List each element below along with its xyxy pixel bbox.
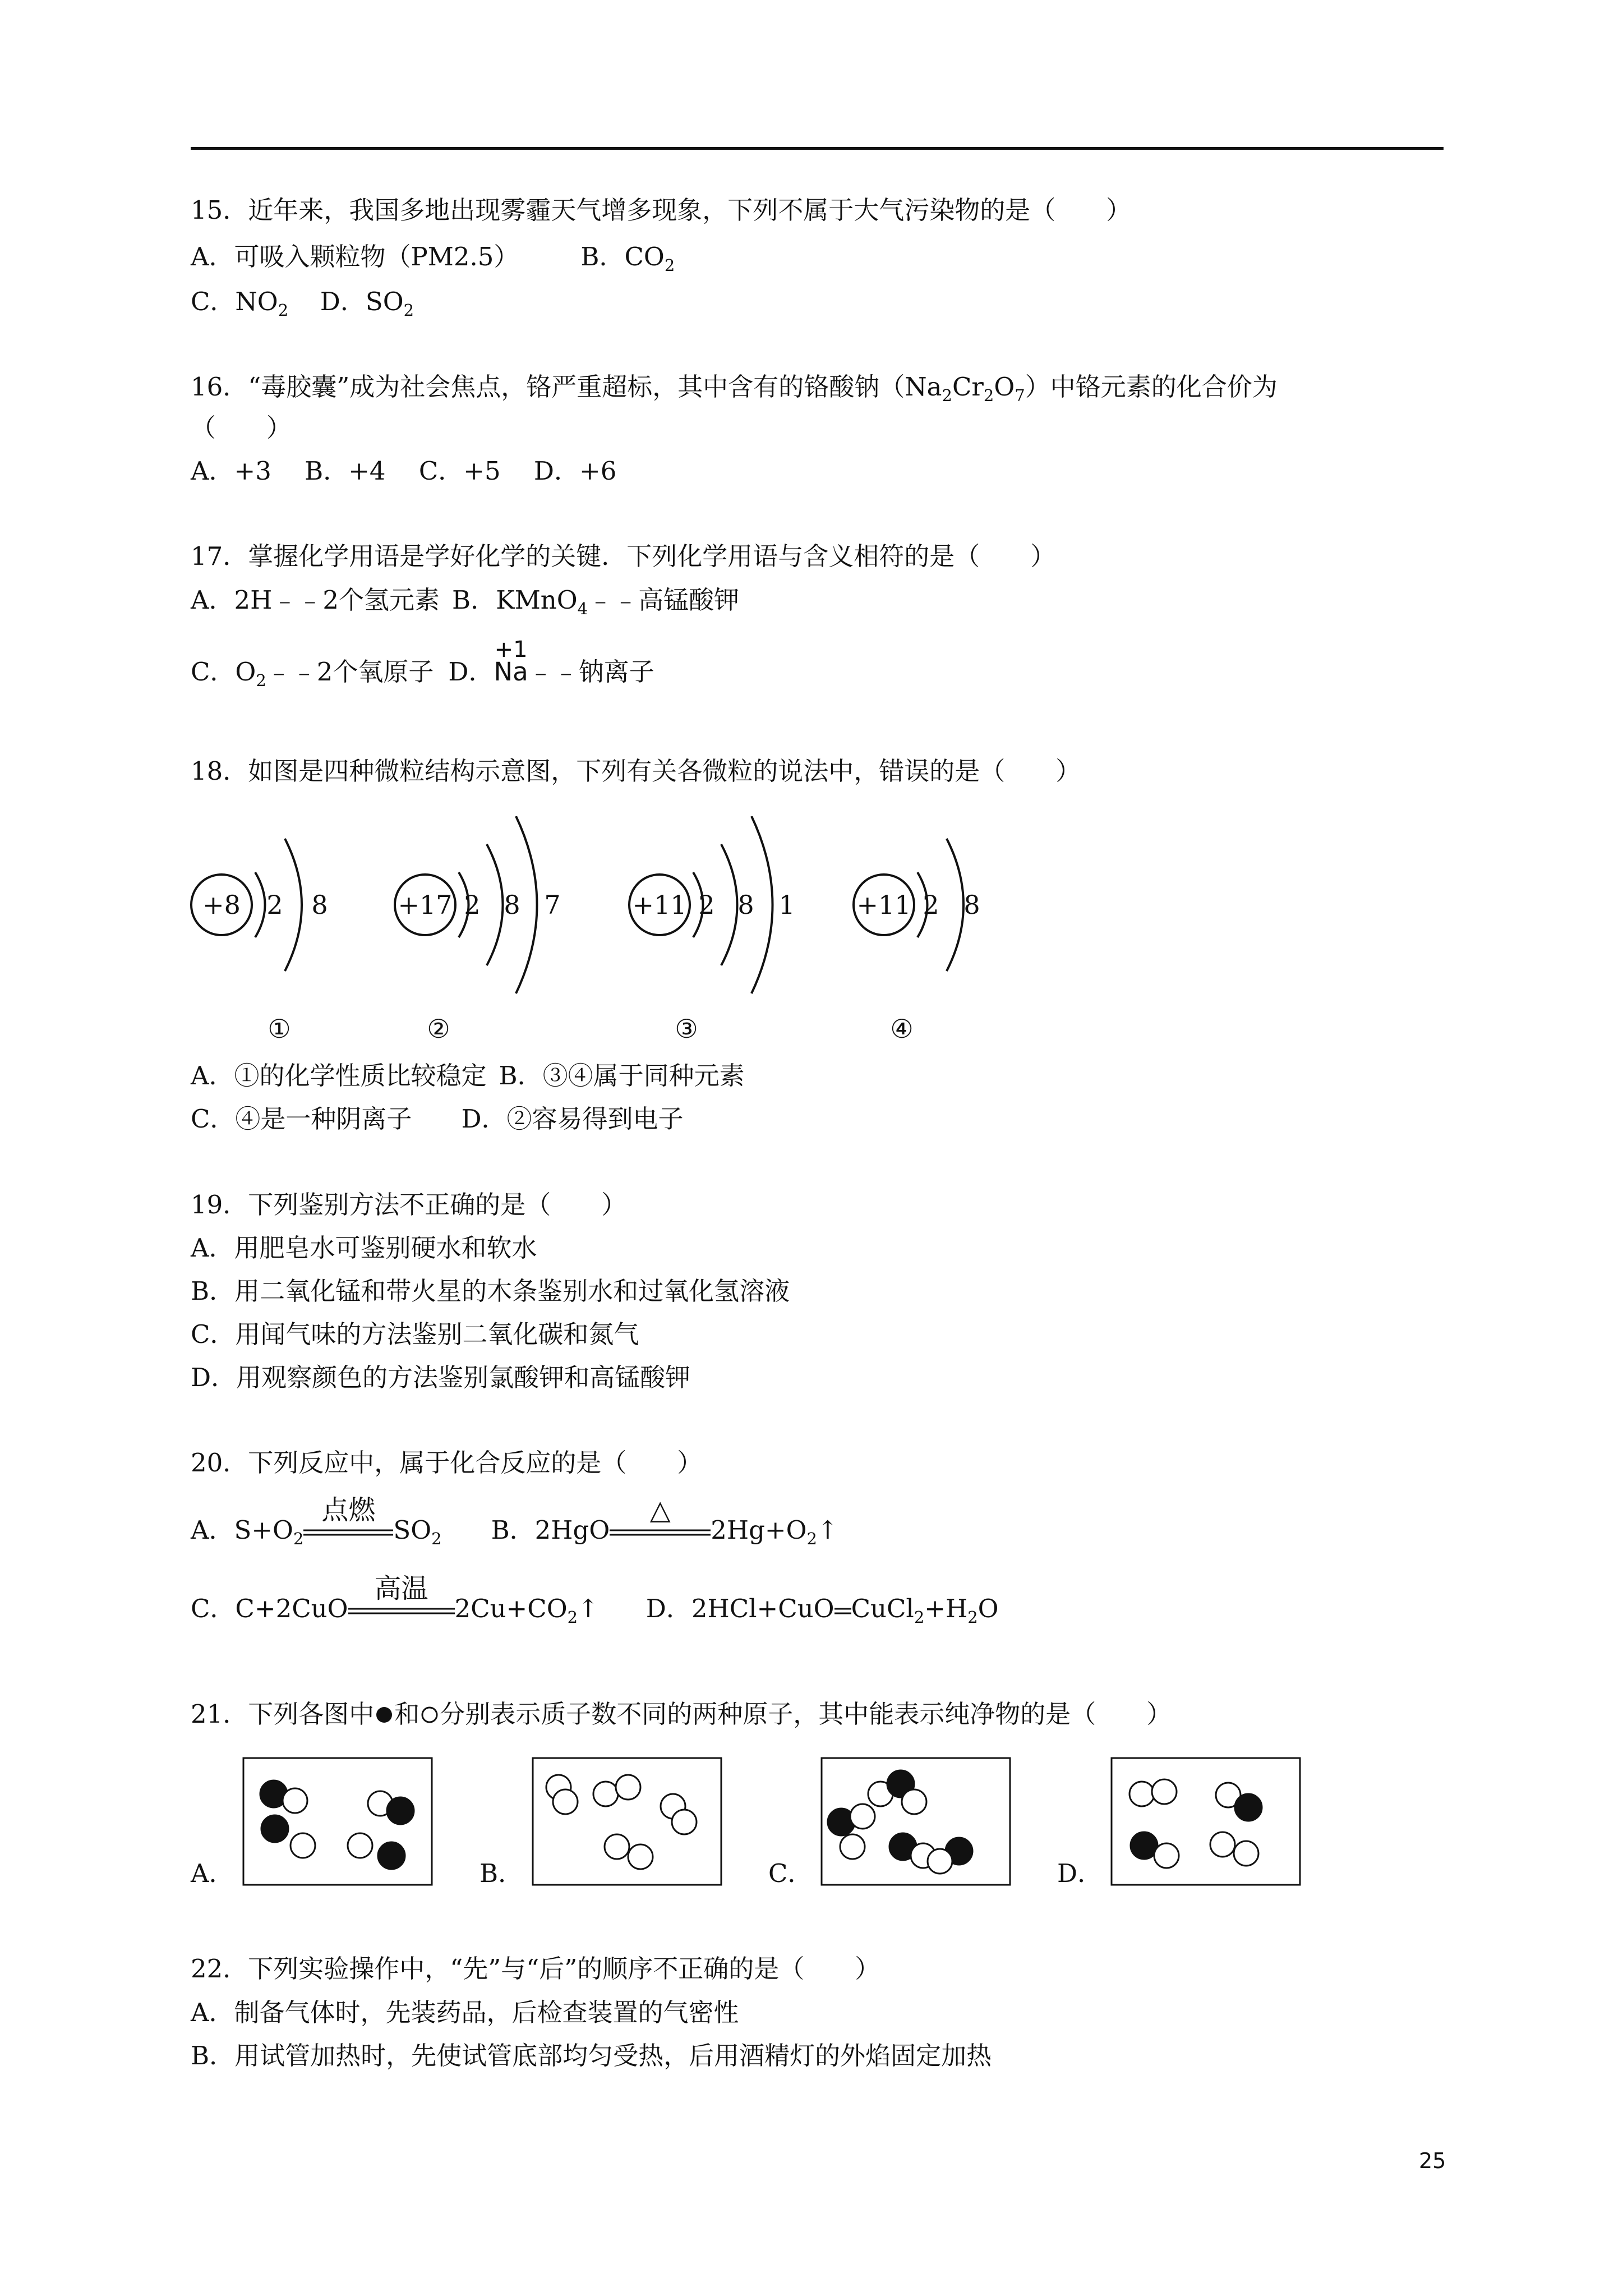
q20-stem: 20．下列反应中，属于化合反应的是（ ） [191, 1448, 703, 1478]
q19-stem: 19．下列鉴别方法不正确的是（ ） [191, 1190, 627, 1220]
molecule-box-c [822, 1758, 1010, 1885]
molecule-diagrams [236, 1750, 1301, 1896]
hollow-atom-icon [419, 1705, 440, 1725]
q21-label-b: B． [479, 1858, 524, 1888]
svg-text:2: 2 [923, 890, 939, 920]
q20-option-b: B．2HgO △ $2Hg+O_2↑$ [491, 1494, 838, 1548]
svg-text:8: 8 [311, 890, 328, 920]
q18-stem: 18．如图是四种微粒结构示意图，下列有关各微粒的说法中，错误的是（ ） [191, 756, 1081, 786]
svg-text:2: 2 [266, 890, 283, 920]
atom-diagram-3 [629, 816, 795, 1044]
q15-option-d: D．$SO_2$ [320, 287, 414, 320]
q15-stem: 15．近年来，我国多地出现雾霾天气增多现象，下列不属于大气污染物的是（ ） [191, 195, 1132, 225]
equals-condition-ignite: 点燃 [321, 1494, 376, 1526]
q20-options-ab [191, 1494, 838, 1548]
q16-stem: 16．“毒胶囊”成为社会焦点，铬严重超标，其中含有的铬酸钠$(Na_2Cr_2O_7)$中铬元素的化合价为 [191, 372, 1278, 405]
q15-options-cd [191, 285, 414, 319]
atom-diagram-2 [395, 816, 561, 1044]
q15-options-ab [191, 240, 675, 274]
q22-option-b: B．用试管加热时，先使试管底部均匀受热，后用酒精灯的外焰固定加热 [191, 2041, 992, 2070]
q17-options-cd [191, 637, 654, 690]
q18-options-cd [191, 1102, 684, 1136]
q17-option-a: A．2H﹣﹣2个氢元素 [191, 585, 440, 615]
q19-option-b: B．用二氧化锰和带火星的木条鉴别水和过氧化氢溶液 [191, 1276, 790, 1306]
equals-condition-high-temp: 高温 [374, 1572, 428, 1604]
q20-option-d: D．2HCl+CuO $CuCl_2+H_2O$ [645, 1594, 999, 1627]
molecule-box-a [243, 1758, 432, 1885]
sodium-ion-symbol: +1 Na [494, 637, 528, 687]
q19-option-a: A．用肥皂水可鉴别硬水和软水 [191, 1233, 537, 1263]
atom-diagram-1 [191, 839, 328, 1044]
svg-text:+11: +11 [632, 890, 687, 920]
molecule-box-b [533, 1758, 721, 1885]
q17-option-b: B．KMnO$_4$﹣﹣高锰酸钾 [452, 585, 740, 618]
q21-stem: 21．下列各图中 和 分别表示质子数不同的两种原子，其中能表示纯净物的是（ ） [191, 1699, 1172, 1729]
q18-option-d: D．②容易得到电子 [461, 1104, 684, 1134]
q20-option-c: C．C+2CuO 高温 $2Cu+CO_2↑$ [191, 1572, 599, 1627]
svg-text:8: 8 [963, 890, 980, 920]
q18-option-c: C．④是一种阴离子 [191, 1104, 412, 1134]
q21-label-c: C． [768, 1858, 813, 1888]
particle-label-2: ② [427, 1014, 450, 1044]
svg-text:+17: +17 [398, 890, 453, 920]
gas-arrow-icon: ↑ [817, 1515, 838, 1545]
q16-options: A．+3 B．+4 C．+5 D．+6 [191, 456, 617, 486]
q22-option-a: A．制备气体时，先装药品，后检查装置的气密性 [191, 1998, 739, 2027]
svg-text:+11: +11 [856, 890, 911, 920]
svg-text:8: 8 [504, 890, 520, 920]
molecule-box-d [1112, 1758, 1300, 1885]
filled-atom-icon [374, 1705, 394, 1725]
particle-label-3: ③ [675, 1014, 698, 1044]
q18-options-ab [191, 1059, 745, 1093]
q15-option-a: A．可吸入颗粒物（PM2.5） [191, 242, 519, 272]
svg-text:2: 2 [698, 890, 715, 920]
svg-text:1: 1 [778, 890, 795, 920]
svg-text:7: 7 [544, 890, 561, 920]
gas-arrow-icon: ↑ [578, 1594, 599, 1623]
q17-options-ab [191, 583, 739, 617]
q15-option-c: C．$NO_2$ [191, 287, 289, 320]
particle-label-1: ① [268, 1014, 291, 1044]
particle-label-4: ④ [890, 1014, 914, 1044]
q20-option-a: A．$S+O_2$ 点燃 $SO_2$ [191, 1494, 442, 1548]
page-number: 25 [1419, 2148, 1446, 2173]
q17-stem: 17．掌握化学用语是学好化学的关键．下列化学用语与含义相符的是（ ） [191, 541, 1056, 571]
q19-option-c: C．用闻气味的方法鉴别二氧化碳和氮气 [191, 1319, 639, 1349]
equals-condition-heat: △ [649, 1494, 671, 1526]
q17-option-c: C．$O_2﹣﹣2$个氧原子 [191, 657, 434, 690]
q18-option-a: A．①的化学性质比较稳定 [191, 1061, 487, 1091]
equals-sign [834, 1600, 851, 1622]
q18-option-b: B．③④属于同种元素 [499, 1061, 745, 1091]
atom-diagram-4 [854, 839, 980, 1044]
q15-option-b: B．$CO_2$ [580, 242, 675, 275]
nucleus-label: +8 [202, 890, 241, 920]
q16-stem-line2: （ ） [191, 413, 292, 443]
header-rule [191, 147, 1444, 150]
atom-structure-diagrams [185, 816, 1026, 1052]
q21-label-a: A． [191, 1858, 234, 1888]
q17-option-d: D． +1 Na﹣﹣钠离子 [448, 657, 654, 687]
q22-stem: 22．下列实验操作中，“先”与“后”的顺序不正确的是（ ） [191, 1954, 880, 1984]
svg-text:2: 2 [464, 890, 481, 920]
q19-option-d: D．用观察颜色的方法鉴别氯酸钾和高锰酸钾 [191, 1363, 691, 1392]
q20-options-cd [191, 1572, 999, 1627]
q21-label-d: D． [1057, 1858, 1103, 1888]
svg-text:8: 8 [737, 890, 754, 920]
